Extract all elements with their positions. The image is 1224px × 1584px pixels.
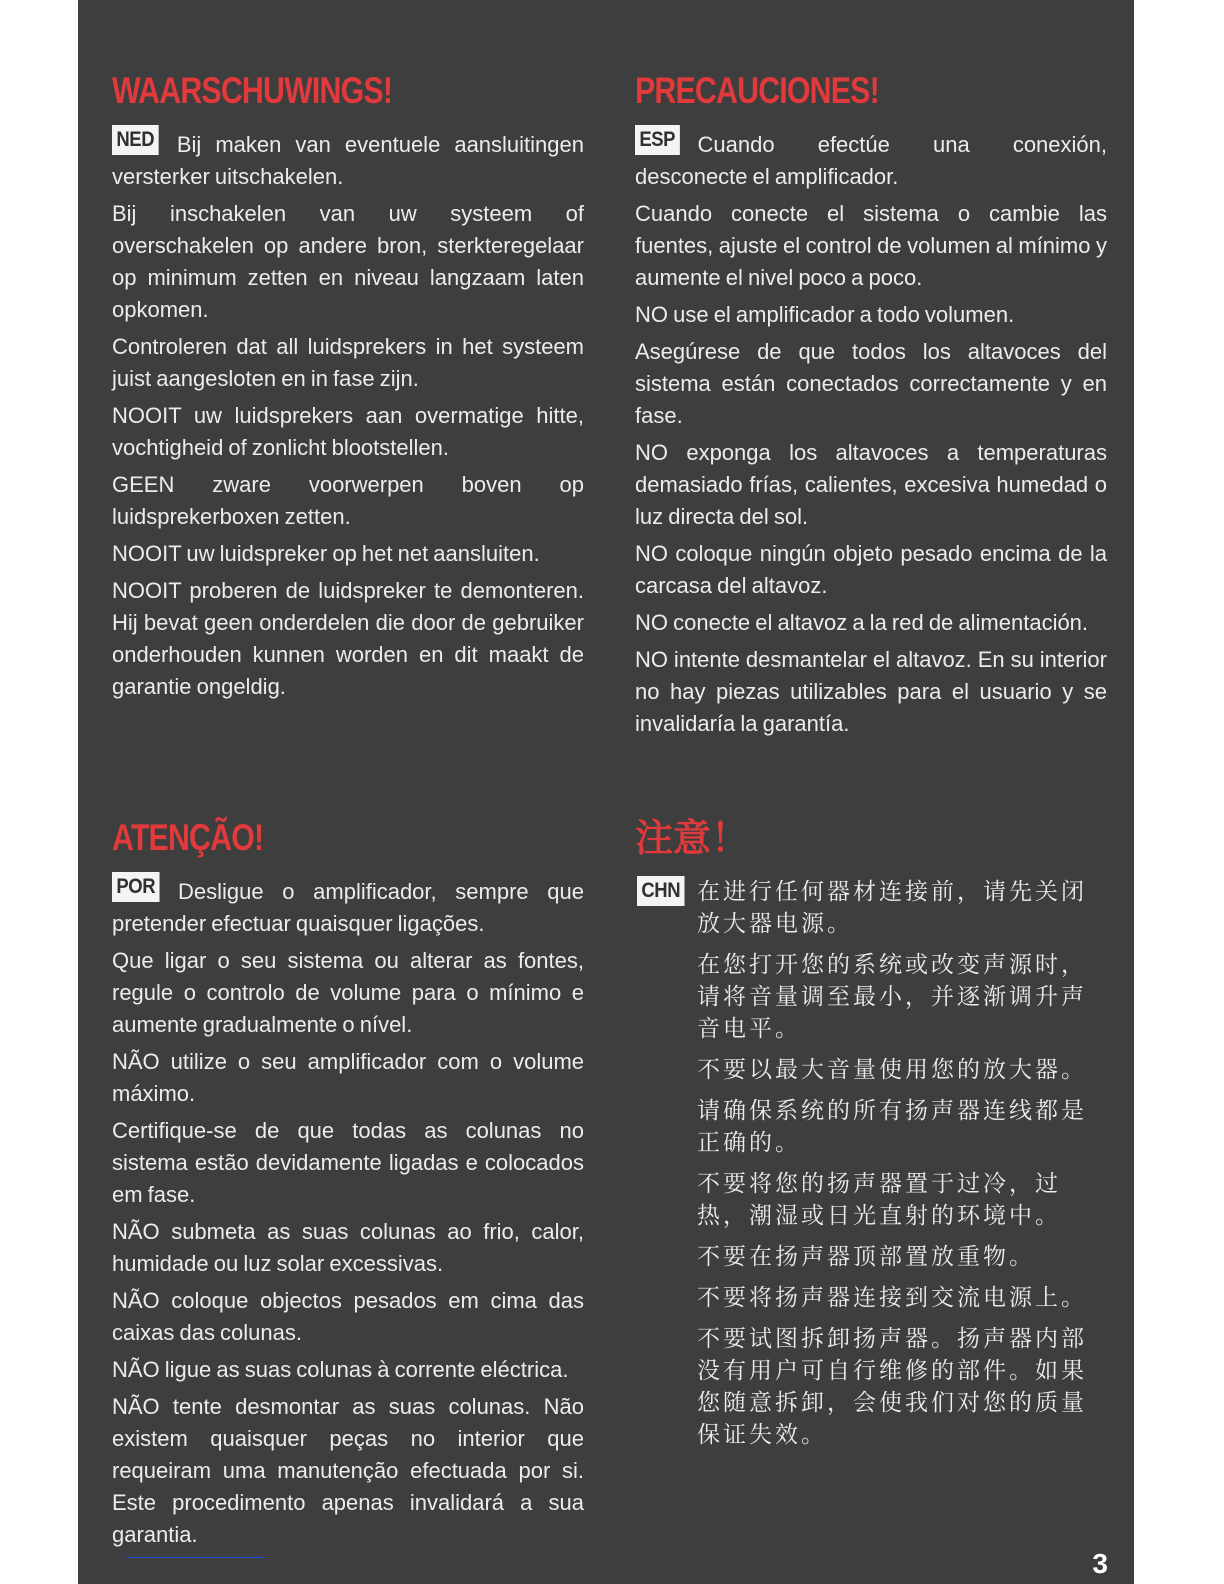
paragraph: Que ligar o seu sistema ou alterar as fontes, regule o controlo de volume para o mínimo e aumente gradualmente o nível. xyxy=(112,948,584,1037)
section-spanish xyxy=(635,68,1107,745)
paragraph: GEEN zware voorwerpen boven op luidsprekerboxen zetten. xyxy=(112,472,584,529)
language-badge-por: POR xyxy=(112,872,160,902)
paragraph: 在进行任何器材连接前，请先关闭放大器电源。 xyxy=(697,879,1087,937)
section-dutch xyxy=(112,68,584,708)
paragraph: NO exponga los altavoces a temperaturas demasiado frías, calientes, excesiva humedad o luz directa del sol. xyxy=(635,440,1107,529)
paragraph: 不要以最大音量使用您的放大器。 xyxy=(697,1057,1087,1083)
paragraph: 不要在扬声器顶部置放重物。 xyxy=(697,1244,1035,1270)
page-sheet xyxy=(78,0,1134,1584)
paragraph: NÃO ligue as suas colunas à corrente eléctrica. xyxy=(112,1357,569,1382)
language-badge-chn: CHN xyxy=(637,876,685,906)
chinese-body xyxy=(635,876,1109,1451)
paragraph: NÃO utilize o seu amplificador com o volume máximo. xyxy=(112,1049,584,1106)
paragraph: NOOIT uw luidspreker op het net aansluiten. xyxy=(112,541,540,566)
section-chinese xyxy=(635,815,1109,1460)
paragraph: NO conecte el altavoz a la red de alimentación. xyxy=(635,610,1089,635)
section-title-dutch: WAARSCHUWINGS! xyxy=(112,70,393,111)
section-title-chinese: 注意！ xyxy=(635,816,750,860)
paragraph: NO coloque ningún objeto pesado encima de la carcasa del altavoz. xyxy=(635,541,1107,598)
paragraph: NÃO submeta as suas colunas ao frio, calor, humidade ou luz solar excessivas. xyxy=(112,1219,584,1276)
paragraph: 不要将扬声器连接到交流电源上。 xyxy=(697,1285,1087,1311)
language-badge-ned: NED xyxy=(112,125,159,155)
language-badge-esp: ESP xyxy=(635,125,679,155)
paragraph: 请确保系统的所有扬声器连线都是正确的。 xyxy=(697,1098,1087,1156)
paragraph: 在您打开您的系统或改变声源时，请将音量调至最小，并逐渐调升声音电平。 xyxy=(697,952,1087,1042)
section-title-spanish: PRECAUCIONES! xyxy=(635,70,879,111)
paragraph: Cuando conecte el sistema o cambie las fuentes, ajuste el control de volumen al mínimo y aumente el nivel poco a poco. xyxy=(635,201,1107,290)
paragraph: Bij inschakelen van uw systeem of overschakelen op andere bron, sterkteregelaar op minimum zetten en niveau langzaam laten opkomen. xyxy=(112,201,584,322)
paragraph: ESP Cuando efectúe una conexión, desconecte el amplificador. xyxy=(635,129,1107,193)
paragraph: Asegúrese de que todos los altavoces del sistema están conectados correctamente y en fase. xyxy=(635,339,1107,428)
paragraph: NÃO coloque objectos pesados em cima das caixas das colunas. xyxy=(112,1288,584,1345)
section-title-portuguese: ATENÇÃO! xyxy=(112,817,264,858)
paragraph: NOOIT uw luidsprekers aan overmatige hitte, vochtigheid of zonlicht blootstellen. xyxy=(112,403,584,460)
paragraph: NO intente desmantelar el altavoz. En su interior no hay piezas utilizables para el usuario y se invalidaría la garantía. xyxy=(635,647,1107,736)
paragraph: 不要将您的扬声器置于过冷，过热，潮湿或日光直射的环境中。 xyxy=(697,1171,1061,1229)
paragraph: Controleren dat all luidsprekers in het systeem juist aangesloten en in fase zijn. xyxy=(112,334,584,391)
footer-link-underline xyxy=(126,1557,266,1558)
paragraph: NOOIT proberen de luidspreker te demonteren. Hij bevat geen onderdelen die door de gebruiker onderhouden kunnen worden en dit maakt de garantie ongeldig. xyxy=(112,578,584,699)
section-portuguese xyxy=(112,815,584,1556)
paragraph: NÃO tente desmontar as suas colunas. Não existem quaisquer peças no interior que requeiram uma manutenção efectuada por si. Este procedimento apenas invalidará a sua garantia. xyxy=(112,1394,584,1547)
paragraph: NO use el amplificador a todo volumen. xyxy=(635,302,1015,327)
paragraph: POR Desligue o amplificador, sempre que pretender efectuar quaisquer ligações. xyxy=(112,876,584,940)
paragraph: 不要试图拆卸扬声器。扬声器内部没有用户可自行维修的部件。如果您随意拆卸，会使我们对您的质量保证失效。 xyxy=(697,1326,1087,1448)
paragraph: Certifique-se de que todas as colunas no sistema estão devidamente ligadas e colocados em fase. xyxy=(112,1118,584,1207)
paragraph: NED Bij maken van eventuele aansluitingen versterker uitschakelen. xyxy=(112,129,584,193)
page-number: 3 xyxy=(1092,1548,1108,1579)
